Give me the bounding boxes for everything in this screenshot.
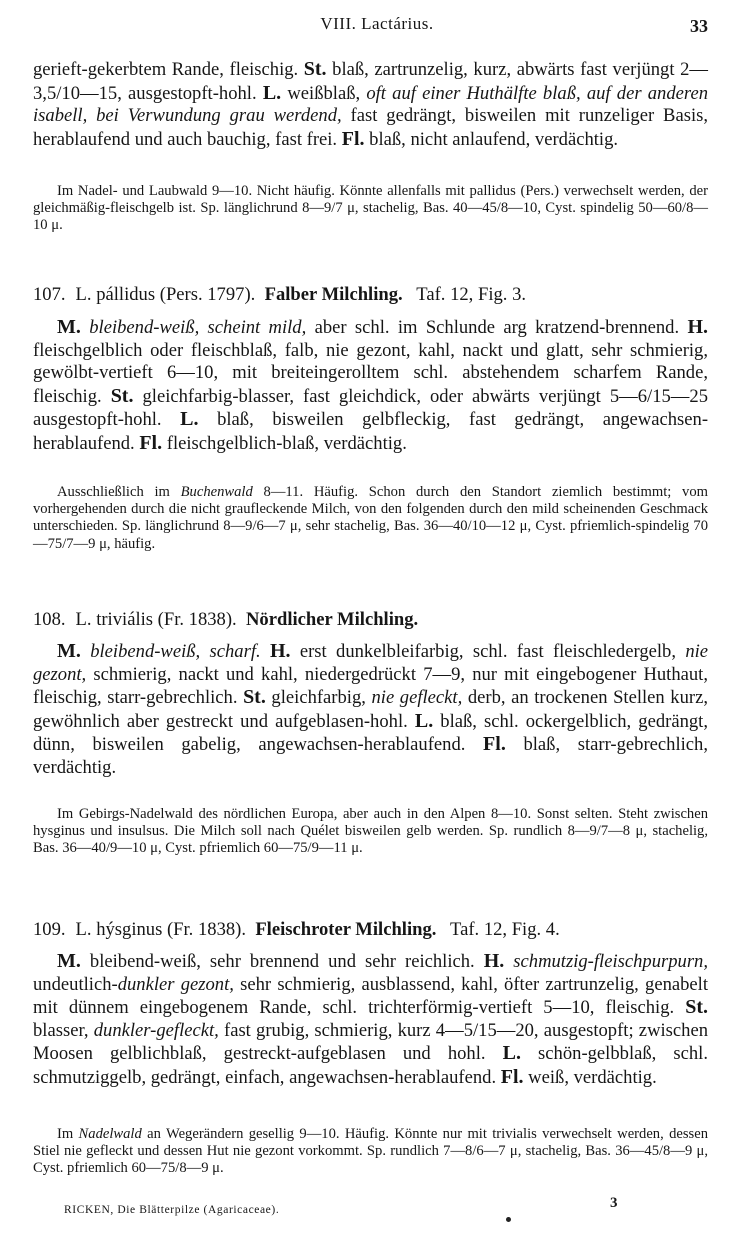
chapter-title: VIII. Lactárius.	[320, 14, 434, 33]
entry-number: 108.	[33, 609, 66, 630]
plate-reference: Taf. 12, Fig. 3.	[416, 284, 527, 305]
species-author: (Fr. 1838).	[166, 919, 247, 940]
entry-note-108: Im Gebirgs-Nadelwald des nördlichen Europa, aber auch in den Alpen 8—10. Sonst selten. Steht zwischen hysginus und insulsus. Die Milch soll nach Quélet bisweilen gelb werden. Sp. rundlich 8—9/7—8 μ, stachelig, Bas. 36—40/9—10 μ, Cyst. pfriemlich 60—75/9—11 μ.	[33, 806, 708, 857]
species-name: L. hýsginus	[75, 919, 163, 940]
milk-label: M.	[57, 950, 81, 972]
cap-label: H.	[687, 316, 709, 338]
signature-mark: 3	[610, 1195, 618, 1211]
flesh-label: Fl.	[341, 127, 365, 150]
flesh-label: Fl.	[483, 733, 506, 755]
page-number: 33	[690, 16, 708, 36]
entry-heading-108	[33, 608, 708, 632]
milk-label: M.	[57, 316, 81, 338]
continuation-note: Im Nadel- und Laubwald 9—10. Nicht häufig. Könnte allenfalls mit pallidus (Pers.) verwechselt werden, der gleichmäßig-fleischgelb ist. Sp. länglichrund 8—9/7 μ, stachelig, Bas. 40—45/8—10, Cyst. spindelig 50—60/8—10 μ.	[33, 183, 708, 234]
flesh-label: Fl.	[139, 431, 163, 454]
entry-description-109: M. bleibend-weiß, sehr brennend und sehr reichlich. H. schmutzig-fleischpurpurn, undeutlich-dunkler gezont, sehr schmierig, ausblassend, kahl, öfter zartrunzelig, genabelt mit dünnem eingebogenem Rande, schl. trichterförmig-vertieft 5—10, fleischig. St. blasser, dunkler-gefleckt, fast grubig, schmierig, kurz 4—5/15—20, ausgestopft; zwischen Moosen gelblichblaß, gestreckt-aufgeblasen und hohl. L. schön-gelbblaß, schl. schmutziggelb, gedrängt, einfach, angewachsen-herablaufend. Fl. weiß, verdächtig.	[33, 950, 709, 1088]
entry-note-107: Ausschließlich im Buchenwald 8—11. Häufig. Schon durch den Standort ziemlich bestimmt; vom vorhergehenden durch die nicht graufleckende Milch, von den folgenden durch den mild scheinenden Geschmack unterschieden. Sp. länglichrund 8—9/6—7 μ, sehr stachelig, Bas. 36—40/10—12 μ, Cyst. pfriemlich-spindelig 70—75/7—9 μ, häufig.	[33, 484, 708, 552]
entry-note-109: Im Nadelwald an Wegerändern gesellig 9—10. Häufig. Könnte nur mit trivialis verwechselt werden, dessen Stiel nie gefleckt und dessen Hut nie gezont vorkommt. Sp. rundlich 7—8/6—7 μ, stachelig, Bas. 36—45/8—9 μ, Cyst. pfriemlich 60—75/8—9 μ.	[33, 1126, 708, 1177]
common-name: Fleischroter Milchling.	[255, 919, 437, 940]
stem-label: St.	[243, 686, 266, 708]
cap-label: H.	[483, 950, 505, 972]
common-name: Falber Milchling.	[264, 284, 403, 305]
entry-heading-109	[33, 918, 708, 942]
plate-reference: Taf. 12, Fig. 4.	[450, 919, 560, 940]
ink-dot	[506, 1217, 511, 1222]
stem-label: St.	[303, 58, 327, 80]
species-name: L. triviális	[75, 609, 154, 630]
entry-number: 107.	[33, 284, 66, 305]
cap-label: H.	[269, 640, 291, 662]
stem-label: St.	[110, 384, 134, 407]
footer-imprint: RICKEN, Die Blätterpilze (Agaricaceae).	[64, 1204, 280, 1216]
milk-label: M.	[57, 640, 81, 662]
running-header	[0, 10, 754, 40]
lamellae-label: L.	[414, 709, 434, 732]
entry-description-108: M. bleibend-weiß, scharf. H. erst dunkelbleifarbig, schl. fast fleischledergelb, nie gezont, schmierig, nackt und kahl, niedergedrückt 7—9, nur mit eingebogener Huthaut, fleischig, starr-gebrechlich. St. gleichfarbig, nie gefleckt, derb, an trockenen Stellen kurz, gewöhnlich aber gestreckt und aufgeblasen-hohl. L. blaß, schl. ockergelblich, gedrängt, dünn, bisweilen gabelig, angewachsen-herablaufend. Fl. blaß, starr-gebrechlich, verdächtig.	[33, 640, 709, 778]
lamellae-label: L.	[502, 1042, 521, 1064]
lamellae-label: L.	[180, 408, 199, 430]
entry-heading-107	[33, 283, 708, 307]
entry-number: 109.	[33, 919, 66, 940]
stem-label: St.	[685, 996, 708, 1018]
common-name: Nördlicher Milchling.	[246, 609, 419, 630]
lamellae-label: L.	[262, 81, 282, 104]
entry-description-107: M. bleibend-weiß, scheint mild, aber schl. im Schlunde arg kratzend-brennend. H. fleischgelblich oder fleischblaß, falb, nie gezont, kahl, nackt und glatt, sehr schmierig, gewölbt-vertieft 6—10, mit breiteingerolltem schl. abstehendem scharfem Rande, fleischig. St. gleichfarbig-blasser, fast gleichdick, oder abwärts verjüngt 5—6/15—25 ausgestopft-hohl. L. blaß, bisweilen gelbfleckig, fast gedrängt, angewachsen-herablaufend. Fl. fleischgelblich-blaß, verdächtig.	[33, 316, 709, 454]
flesh-label: Fl.	[500, 1065, 524, 1088]
species-name: L. pállidus	[75, 284, 156, 305]
species-author: (Pers. 1797).	[159, 284, 256, 305]
continuation-paragraph: gerieft-gekerbtem Rande, fleischig. St. blaß, zartrunzelig, kurz, abwärts fast verjüngt 2—3,5/10—15, ausgestopft-hohl. L. weißblaß, oft auf einer Huthälfte blaß, auf der anderen isabell, bei Verwundung grau werdend, fast gedrängt, bisweilen mit runzeliger Basis, herablaufend und auch bauchig, fast frei. Fl. blaß, nicht anlaufend, verdächtig.	[33, 58, 708, 150]
species-author: (Fr. 1838).	[157, 609, 237, 630]
